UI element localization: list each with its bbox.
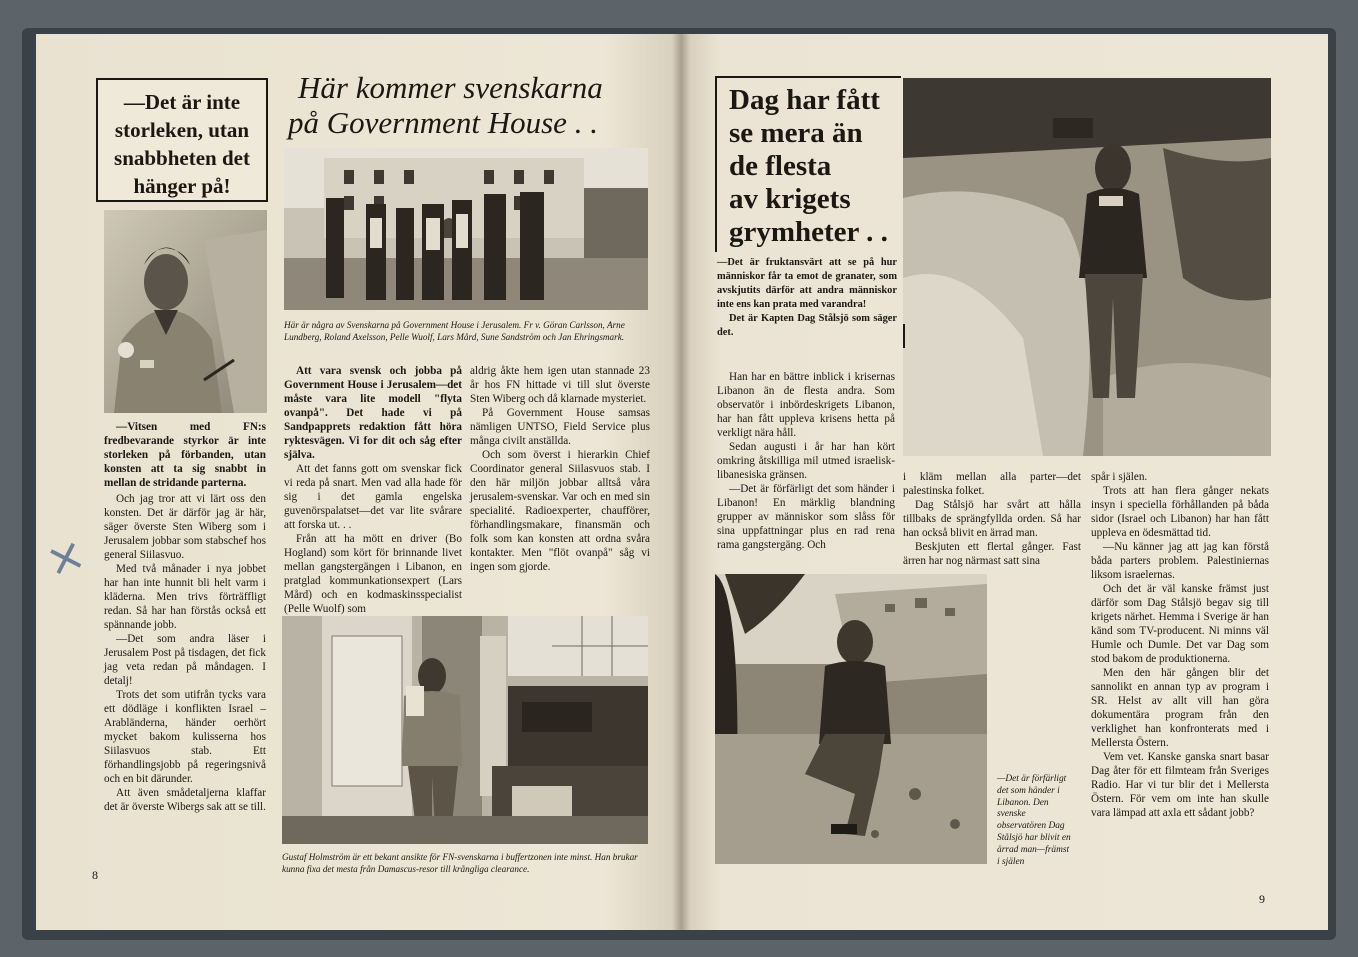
headline-line-3: de flesta <box>729 150 832 182</box>
right-col-1 <box>717 370 895 552</box>
office-photo <box>282 616 648 844</box>
col3-para: spår i själen. <box>1091 471 1148 483</box>
group-photo-caption: Här är några av Svenskarna på Government House i Jerusalem. Fr v. Göran Carlsson, Arne Lundberg, Roland Axelsson, Pelle Wuolf, Lars Mård, Sune Sandström och Jan Ehringsmark. <box>284 320 625 342</box>
portrait-photo <box>104 210 267 413</box>
left-page <box>36 34 681 930</box>
col2-para: Att det fanns gott om svenskar fick vi reda på snart. Men vad alla hade för sig i det gamla engelska guvenörspalatset—det var lite svårare att forska ut. . . <box>284 463 462 531</box>
right-page-number: 9 <box>1259 892 1265 906</box>
lead-rule <box>903 324 905 348</box>
col3-para: Men den här gången blir det sannolikt en annan typ av program i SR. Helst av allt vill han göra dokumentära program från den verklighet han konfronterats med i Mellersta Östern. <box>1091 667 1269 749</box>
right-col-3 <box>1091 470 1269 820</box>
book-gutter <box>672 34 690 930</box>
col3-para: aldrig åkte hem igen utan stannade 23 år hos FN hittade vi till slut överste Sten Wiberg och då klarnade mysteriet. <box>470 365 650 405</box>
col2-para: Att vara svensk och jobba på Government House i Jerusalem—det måste vara lite modell "flyta ovanpå". Det hade vi på Sandpapprets redaktion fått höra ryktesvägen. Vi for dit och såg efter själva. <box>284 365 462 461</box>
col1-para: Trots det som utifrån tycks vara ett dödläge i konflikten Israel – Arabländerna, händer oerhört mycket bakom kulisserna hos Siilasvuos stab. Ett förhandlingsjobb på regeringsnivå och en bit därunder. <box>104 689 266 785</box>
left-headline <box>288 70 648 140</box>
quote-text: —Det är inte storleken, utan snabbheten det hänger på! <box>114 90 250 198</box>
col3-para: Och det är väl kanske främst just därför som Dag Stålsjö begav sig till krigets närhet. Hemma i Sverige är han känd som TV-producent. Ni minns väl Humle och Dumle. Det var Dag som stod bakom de produktionerna. <box>1091 583 1269 665</box>
col2-para: i kläm mellan alla parter—det palestinska folket. <box>903 471 1081 497</box>
col2-para: Beskjuten ett flertal gånger. Fast ärren har nog närmast satt sina <box>903 541 1081 567</box>
col1-para: Och jag tror att vi lärt oss den konsten. Det är därför jag är här, säger överste Sten Wiberg som i Jerusalem jobbar som stabschef hos general Siilasvuo. <box>104 493 266 561</box>
col1-para: —Det som andra läser i Jerusalem Post på tisdagen, det fick jag veta redan på måndagen. I detalj! <box>104 633 266 687</box>
lead2-text: Det är Kapten Dag Stålsjö som säger det. <box>717 313 897 338</box>
group-photo <box>284 148 648 310</box>
left-col-2 <box>284 364 462 616</box>
left-col-1 <box>104 492 266 814</box>
col3-para: —Nu känner jag att jag kan förstå båda parters problem. Palestiniernas liksom israelernas. <box>1091 541 1269 581</box>
col2-para: Från att ha mött en driver (Bo Hogland) som kört för brinnande livet mellan gangstergängen i Libanon, en pratglad kommunkationsexpert (Lars Mård) och en kodmaskinsspecialist (Pelle Wuolf) som <box>284 533 462 615</box>
headline-line-1: Här kommer svenskarna <box>298 70 603 105</box>
headline-line-5: grymheter . . <box>729 216 888 248</box>
pen-mark: × <box>38 525 92 589</box>
col1-para: —Det är förfärligt det som händer i Libanon! En märklig blandning grupper av människor som slåss för sina uppfattningar plus en rad rena rama gangstergäng. Och <box>717 483 895 551</box>
seated-photo-caption: —Det är förfärligt det som händer i Libanon. Den svenske observatören Dag Stålsjö har blivit en ärrad man—främst i själen <box>997 774 1071 867</box>
col3-para: Vem vet. Kanske ganska snart basar Dag åter för ett filmteam från Sveriges Radio. Har vi tur blir det i Mellersta Östern. För vem om inte han skulle vara lämpad att axla ett sådant jobb? <box>1091 751 1269 819</box>
right-col-2 <box>903 470 1081 568</box>
col3-para: Trots att han flera gånger nekats insyn i speciella förhållanden på båda sidor (Israel och Libanon) har han fått uppleva en ödesmättad tid. <box>1091 485 1269 539</box>
portrait-caption-text: —Vitsen med FN:s fredbevarande styrkor är inte storleken på förbanden, utan konsten att ta sig snabbt in mellan de stridande parterna. <box>104 421 266 489</box>
office-photo-caption: Gustaf Holmström är ett bekant ansikte för FN-svenskarna i buffertzonen inte minst. Han brukar kunna fixa det mesta från Damascus-resor till krångliga clearance. <box>282 852 638 874</box>
left-col-3 <box>470 364 650 574</box>
lead-text: —Det är fruktansvärt att se på hur människor får ta emot de granater, som avskjutits därför att andra människor inte ens kan prata med varandra! <box>717 257 897 310</box>
col3-para: På Government House samsas nämligen UNTSO, Field Service plus många civilt anställda. <box>470 407 650 447</box>
quote-box <box>96 78 268 202</box>
seated-photo <box>715 574 987 864</box>
headline-line-2: se mera än <box>729 117 863 149</box>
headline-line-1: Dag har fått <box>729 84 880 116</box>
left-page-number: 8 <box>92 868 98 882</box>
headline-line-2: på Government House . . <box>288 105 598 140</box>
col1-para: Sedan augusti i år har han kört omkring åtskilliga mil utmed israelisk-libanesiska gränsen. <box>717 441 895 481</box>
col1-para: Att även smådetaljerna klaffar det är överste Wibergs sak att se till. <box>104 787 266 813</box>
col2-para: Dag Stålsjö har svårt att hålla tillbaks de sprängfyllda orden. Så har han också blivit en ärrad man. <box>903 499 1081 539</box>
portrait-caption <box>104 420 266 490</box>
right-page <box>681 34 1328 930</box>
headline-line-4: av krigets <box>729 183 851 215</box>
right-lead <box>717 256 897 340</box>
landscape-photo <box>903 78 1271 456</box>
col1-para: Med två månader i nya jobbet har han inte hunnit bli helt varm i kläderna. Men trivs förträffligt redan. Så har han förstås också ett spännande jobb. <box>104 563 266 631</box>
right-headline-box <box>715 76 901 252</box>
col1-para: Han har en bättre inblick i krisernas Libanon än de flesta andra. Som observatör i inbördeskrigets Libanon, har han fått uppleva krisens hetta på verkligt nära håll. <box>717 371 895 439</box>
col3-para: Och som överst i hierarkin Chief Coordinator general Siilasvuos stab. I den här miljön jobbar alltså våra jerusalem-svenskar. Var och en med sin specialité. Radioexperter, chaufförer, förhandlingsmakare, finansmän och folk som kan konsten att ordna svåra kontakter. Men "flöt ovanpå" såg vi ingen som gjorde. <box>470 449 650 573</box>
